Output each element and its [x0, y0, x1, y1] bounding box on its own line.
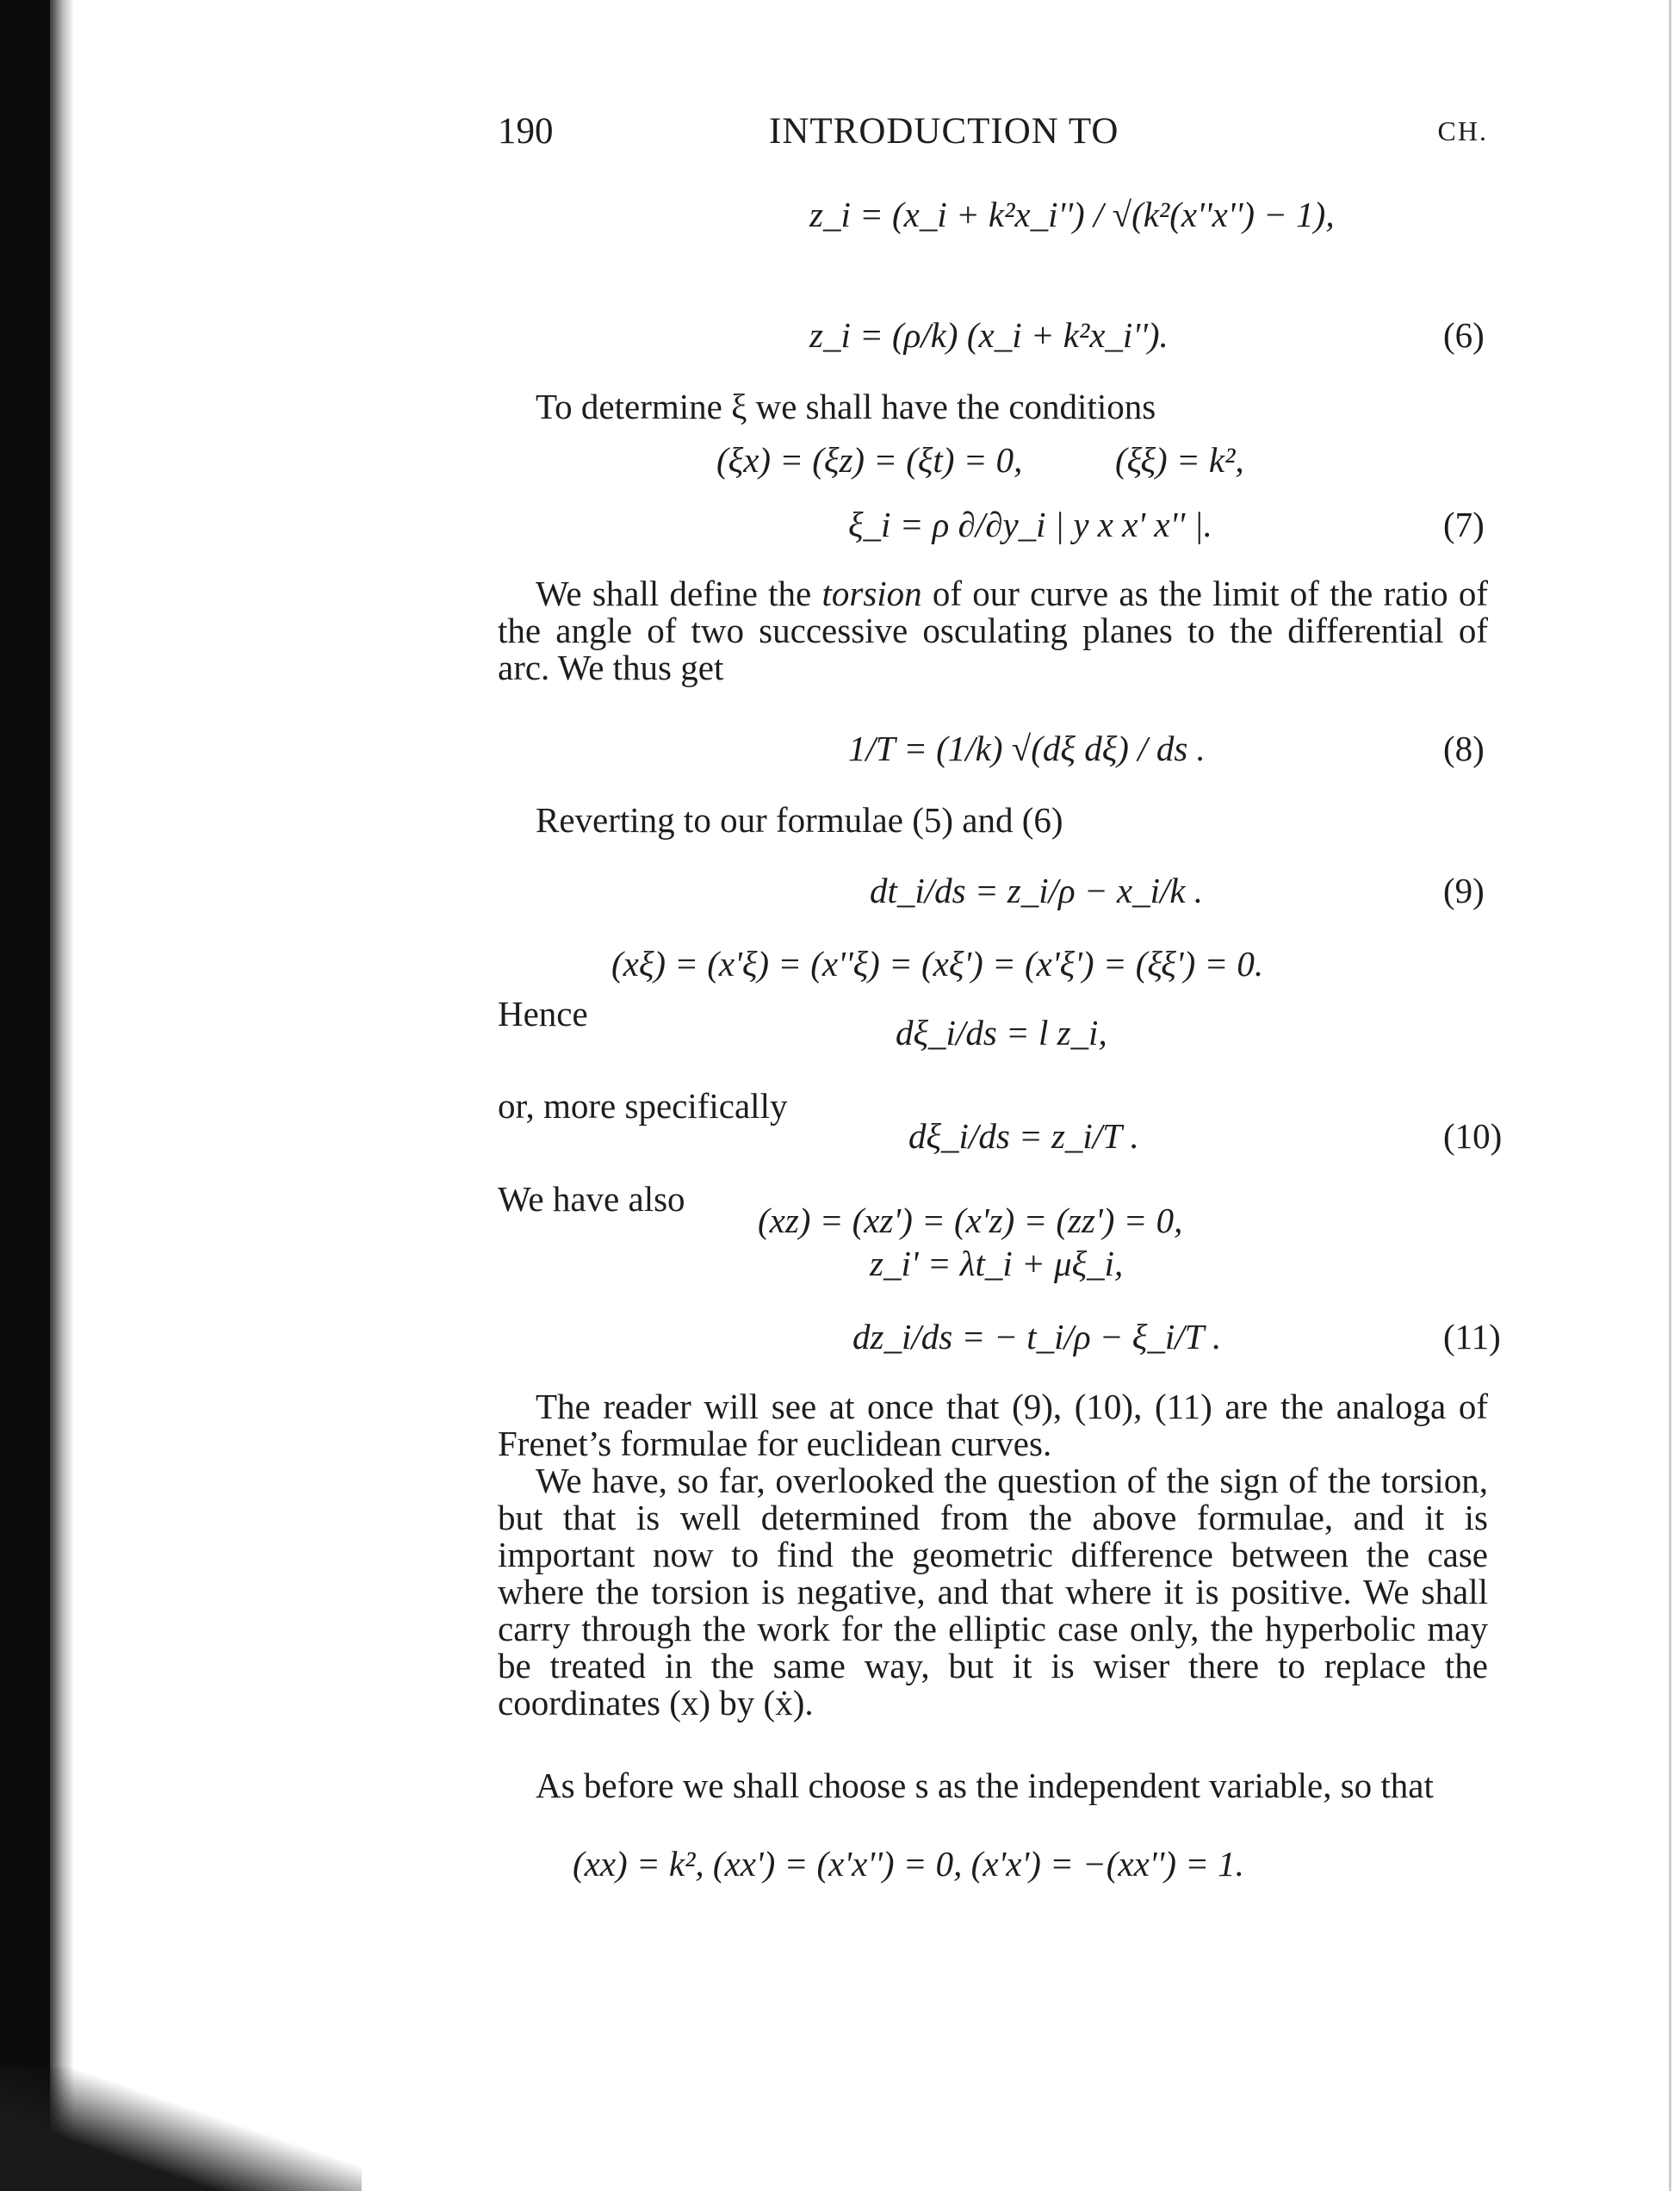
equation-number-7: (7) — [1443, 505, 1485, 544]
equation-number-6: (6) — [1443, 315, 1485, 355]
equation-10 — [908, 1115, 1139, 1157]
equation-text: dξ_i/ds = z_i/T . — [908, 1116, 1139, 1156]
equation-text: z_i = (x_i + k²x_i'') / √(k²(x''x'') − 1), — [809, 195, 1335, 234]
chapter-label: CH. — [1437, 115, 1488, 146]
equation-text: (ξx) = (ξz) = (ξt) = 0, — [716, 440, 1023, 480]
book-binding-shadow — [0, 0, 50, 2191]
equation-8 — [848, 728, 1206, 769]
equation-text: 1/T = (1/k) √(dξ dξ) / ds . — [848, 729, 1206, 768]
equation-text: dz_i/ds = − t_i/ρ − ξ_i/T . — [852, 1317, 1222, 1356]
page-header — [498, 110, 1488, 162]
equation-z-definition — [809, 194, 1335, 235]
running-head: INTRODUCTION TO — [769, 111, 1119, 152]
paragraph-torsion-start: We shall define the — [536, 574, 822, 613]
equation-text: z_i' = λt_i + μξ_i, — [870, 1244, 1124, 1283]
equation-conditions-2 — [1115, 439, 1244, 481]
paragraph-torsion — [498, 575, 1488, 686]
paragraph-torsion-end: of our curve as the limit of the ratio of the angle of two successive osculating planes to the differential of arc. We thus get — [498, 574, 1489, 687]
paragraph-reverting: Reverting to our formulae (5) and (6) — [536, 800, 1063, 840]
page-number: 190 — [498, 111, 554, 152]
equation-text: ξ_i = ρ ∂/∂y_i | y x x' x'' |. — [848, 505, 1212, 544]
equation-text: (xx) = k², (xx') = (x'x'') = 0, (x'x') = −(xx'') = 1. — [573, 1844, 1244, 1884]
equation-hence — [896, 1012, 1107, 1053]
equation-text: (ξξ) = k², — [1115, 440, 1244, 480]
page-gutter-gradient — [50, 0, 74, 2191]
paragraph-determine: To determine ξ we shall have the conditions — [536, 387, 1156, 426]
equation-conditions-1 — [716, 439, 1022, 481]
label-more-specifically: or, more specifically — [498, 1086, 788, 1126]
label-we-have-also: We have also — [498, 1179, 685, 1219]
equation-text: dt_i/ds = z_i/ρ − x_i/k . — [870, 871, 1204, 910]
equation-7 — [848, 504, 1212, 545]
page-right-edge — [1669, 0, 1671, 2191]
paragraph-reader: The reader will see at once that (9), (10), (11) are the analoga of Frenet’s formulae for euclidean curves. — [498, 1387, 1488, 1463]
equation-also-2 — [870, 1243, 1123, 1284]
label-hence: Hence — [498, 994, 588, 1033]
equation-number-10: (10) — [1443, 1116, 1503, 1156]
equation-number-9: (9) — [1443, 871, 1485, 910]
equation-text: (xξ) = (x'ξ) = (x''ξ) = (xξ') = (x'ξ') = (ξξ') = 0. — [611, 944, 1264, 984]
paragraph-overlooked: We have, so far, overlooked the question of the sign of the torsion, but that is well determined from the above formulae, and it is important now to find the geometric difference between the case where the torsion is negative, and that where it is positive. We shall carry through the work for the elliptic case only, the hyperbolic may be treated in the same way, but it is wiser there to replace the coordinates (x) by (ẋ). — [498, 1461, 1488, 1722]
equation-orthogonality — [611, 943, 1263, 984]
equation-text: z_i = (ρ/k) (x_i + k²x_i''). — [809, 315, 1169, 355]
page-corner-shadow — [0, 2067, 362, 2191]
paragraph-as-before: As before we shall choose s as the independent variable, so that — [536, 1766, 1434, 1805]
equation-text: dξ_i/ds = l z_i, — [896, 1013, 1107, 1052]
equation-11 — [852, 1316, 1221, 1357]
equation-text: (xz) = (xz') = (x'z) = (zz') = 0, — [758, 1201, 1183, 1240]
equation-6 — [809, 314, 1169, 356]
equation-number-11: (11) — [1443, 1317, 1501, 1356]
equation-number-8: (8) — [1443, 729, 1485, 768]
equation-9 — [870, 870, 1203, 911]
equation-also-1 — [758, 1200, 1182, 1241]
torsion-emphasis: torsion — [821, 574, 922, 613]
equation-final — [573, 1843, 1244, 1884]
